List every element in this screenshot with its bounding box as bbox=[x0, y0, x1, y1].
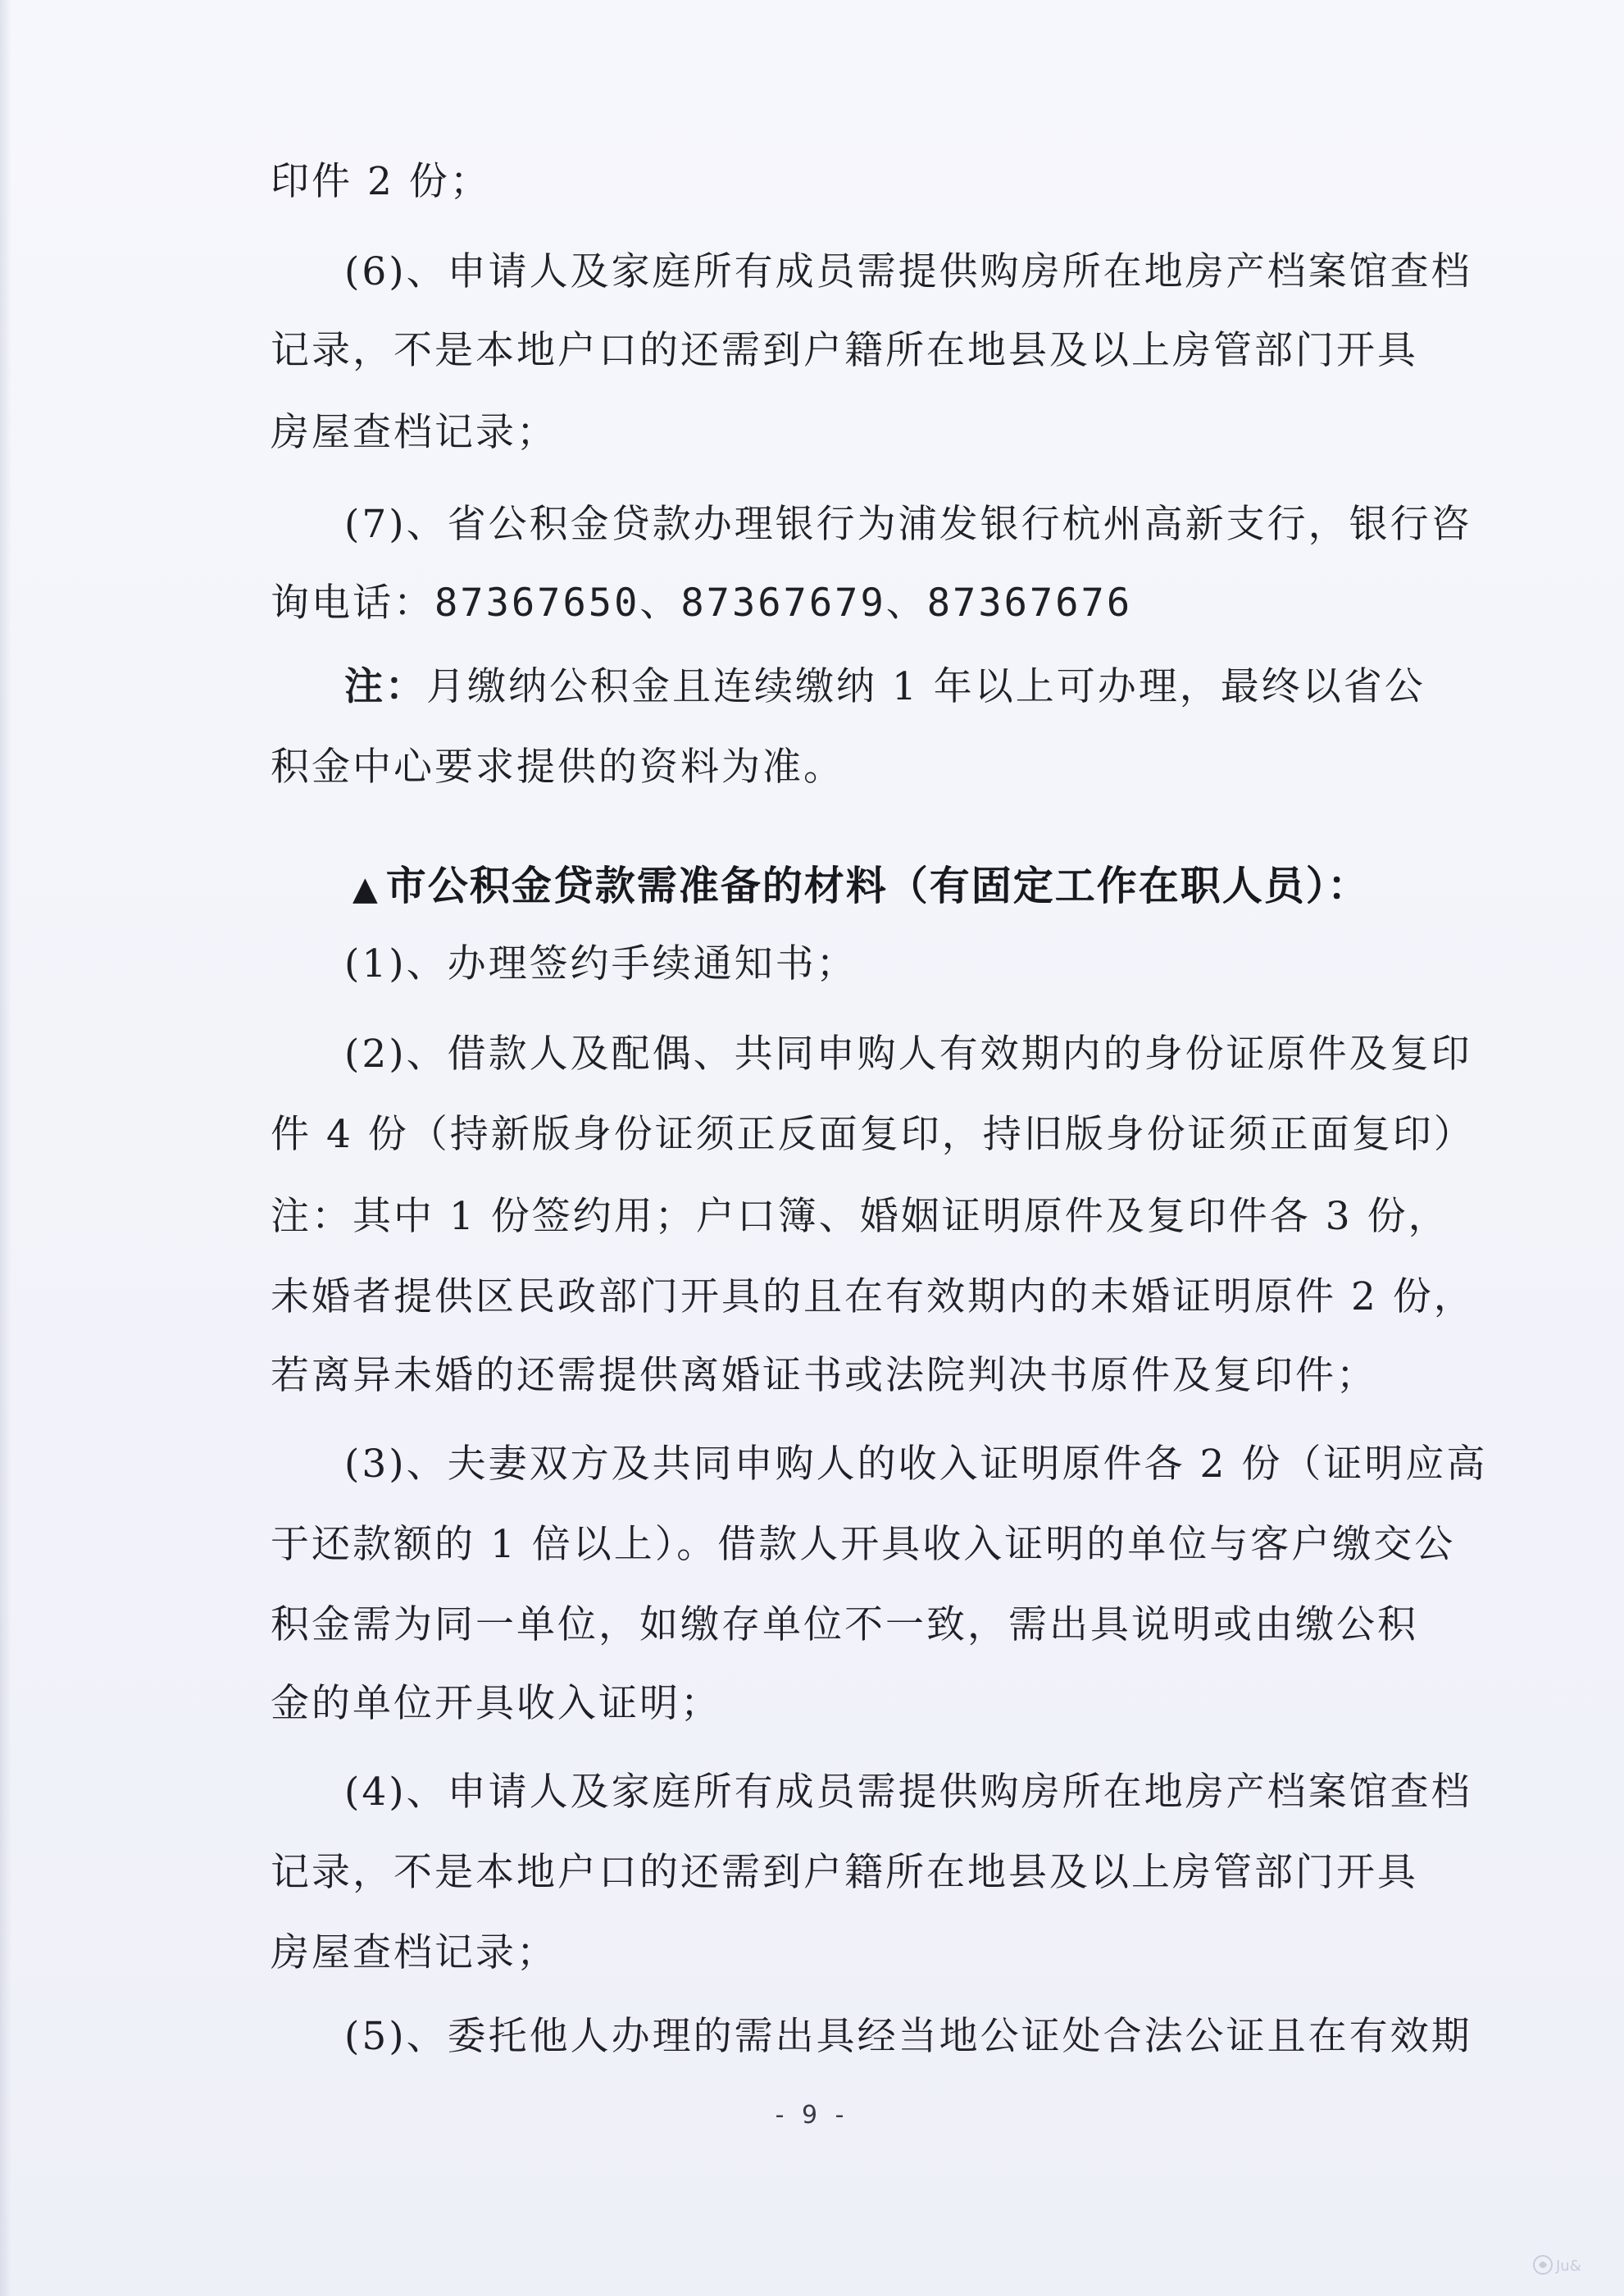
list-line: 房屋查档记录； bbox=[271, 1930, 557, 1975]
list-line: (3)、夫妻双方及共同申购人的收入证明原件各 2 份（证明应高 bbox=[344, 1442, 1488, 1487]
list-line: 未婚者提供区民政部门开具的且在有效期内的未婚证明原件 2 份， bbox=[271, 1274, 1475, 1319]
note-line bbox=[344, 663, 1426, 712]
note-label: 注： bbox=[344, 664, 426, 709]
list-line: (5)、委托他人办理的需出具经当地公证处合法公证且在有效期 bbox=[344, 2014, 1472, 2059]
paragraph-line: 积金中心要求提供的资料为准。 bbox=[271, 745, 844, 790]
paragraph-line: 房屋查档记录； bbox=[271, 410, 557, 455]
paragraph-line: 印件 2 份； bbox=[271, 159, 491, 204]
triangle-marker-icon: ▲ bbox=[353, 870, 380, 908]
list-line: (4)、申请人及家庭所有成员需提供购房所在地房产档案馆查档 bbox=[344, 1770, 1472, 1815]
paragraph-line: (6)、申请人及家庭所有成员需提供购房所在地房产档案馆查档 bbox=[344, 249, 1472, 294]
list-line: 件 4 份（持新版身份证须正反面复印，持旧版身份证须正面复印） bbox=[271, 1112, 1475, 1157]
paragraph-line: (7)、省公积金贷款办理银行为浦发银行杭州高新支行，银行咨 bbox=[344, 502, 1472, 547]
section-heading bbox=[353, 861, 1369, 913]
list-line: 于还款额的 1 倍以上）。借款人开具收入证明的单位与客户缴交公 bbox=[271, 1522, 1456, 1567]
list-line: 记录，不是本地户口的还需到户籍所在地县及以上房管部门开具 bbox=[271, 1850, 1418, 1895]
list-line: 金的单位开具收入证明； bbox=[271, 1681, 721, 1726]
watermark-text: Ju& bbox=[1556, 2257, 1581, 2275]
list-line: 注：其中 1 份签约用；户口簿、婚姻证明原件及复印件各 3 份， bbox=[271, 1194, 1449, 1239]
section-heading-text: 市公积金贷款需准备的材料（有固定工作在职人员）： bbox=[385, 862, 1370, 909]
list-line: 若离异未婚的还需提供离婚证书或法院判决书原件及复印件； bbox=[271, 1353, 1377, 1398]
list-line: (2)、借款人及配偶、共同申购人有效期内的身份证原件及复印 bbox=[344, 1032, 1472, 1077]
page-number: - 9 - bbox=[775, 2101, 849, 2130]
watermark-logo-icon bbox=[1531, 2248, 1610, 2281]
phone-numbers-line: 询电话：87367650、87367679、87367676 bbox=[271, 581, 1133, 626]
paragraph-line: 记录，不是本地户口的还需到户籍所在地县及以上房管部门开具 bbox=[271, 328, 1418, 373]
list-line: (1)、办理签约手续通知书； bbox=[344, 941, 857, 986]
note-text: 月缴纳公积金且连续缴纳 1 年以上可办理，最终以省公 bbox=[426, 664, 1426, 709]
list-line: 积金需为同一单位，如缴存单位不一致，需出具说明或由缴公积 bbox=[271, 1602, 1418, 1647]
